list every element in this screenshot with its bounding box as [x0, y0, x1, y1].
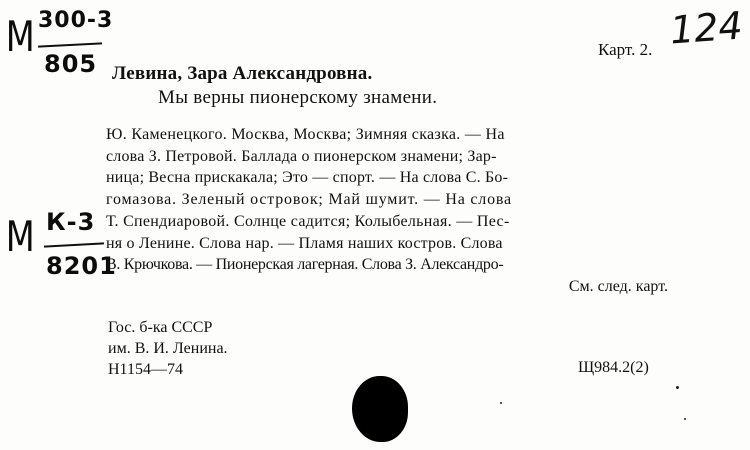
library-name-line: Гос. б-ка СССР — [108, 319, 213, 336]
scan-speck — [676, 386, 679, 389]
contents-line: ня о Ленине. Слова нар. — Пламя наших костров. Слова — [106, 234, 503, 252]
shelf-mark-top-letter: М — [5, 12, 36, 61]
see-next-card-note: См. след. карт. — [568, 277, 668, 295]
author-heading: Левина, Зара Александровна. — [112, 63, 373, 84]
archive-number: 124 — [668, 3, 744, 53]
catalog-code: Щ984.2(2) — [578, 359, 649, 376]
contents-line: гомазова. Зеленый островок; Май шумит. — На слова — [106, 191, 512, 209]
shelf-mark-top-numerator: 300-3 — [38, 8, 114, 33]
scan-speck — [684, 418, 686, 420]
shelf-mark-bottom-numerator: К-3 — [46, 208, 96, 236]
contents-line: Ю. Каменецкого. Москва, Москва; Зимняя сказка. — На — [106, 126, 505, 143]
shelf-mark-bottom-denominator: 8201 — [46, 252, 117, 280]
shelf-mark-bottom-fraction-line — [44, 242, 104, 247]
contents-line: ница; Весна прискакала; Это — спорт. — На слова С. Бо- — [106, 169, 509, 187]
work-title: Мы верны пионерскому знамени. — [158, 87, 438, 108]
contents-description — [106, 124, 668, 298]
contents-line: Т. Спендиаровой. Солнце садится; Колыбельная. — Пес- — [106, 212, 510, 230]
library-imprint — [108, 317, 228, 380]
shelf-mark-top-denominator: 805 — [44, 50, 98, 78]
contents-line: В. Крючкова. — Пионерская лагерная. Слова З. Александро- — [106, 256, 504, 274]
contents-line: слова З. Петровой. Баллада о пионерском знамени; Зар- — [106, 147, 497, 165]
card-number: Карт. 2. — [598, 40, 653, 59]
shelf-mark-top-fraction-line — [38, 42, 102, 47]
print-code: Н1154—74 — [108, 361, 183, 378]
punch-hole — [352, 376, 408, 442]
shelf-mark-bottom-letter: М — [5, 212, 36, 261]
library-name-line: им. В. И. Ленина. — [108, 340, 228, 357]
scan-speck — [500, 402, 502, 404]
